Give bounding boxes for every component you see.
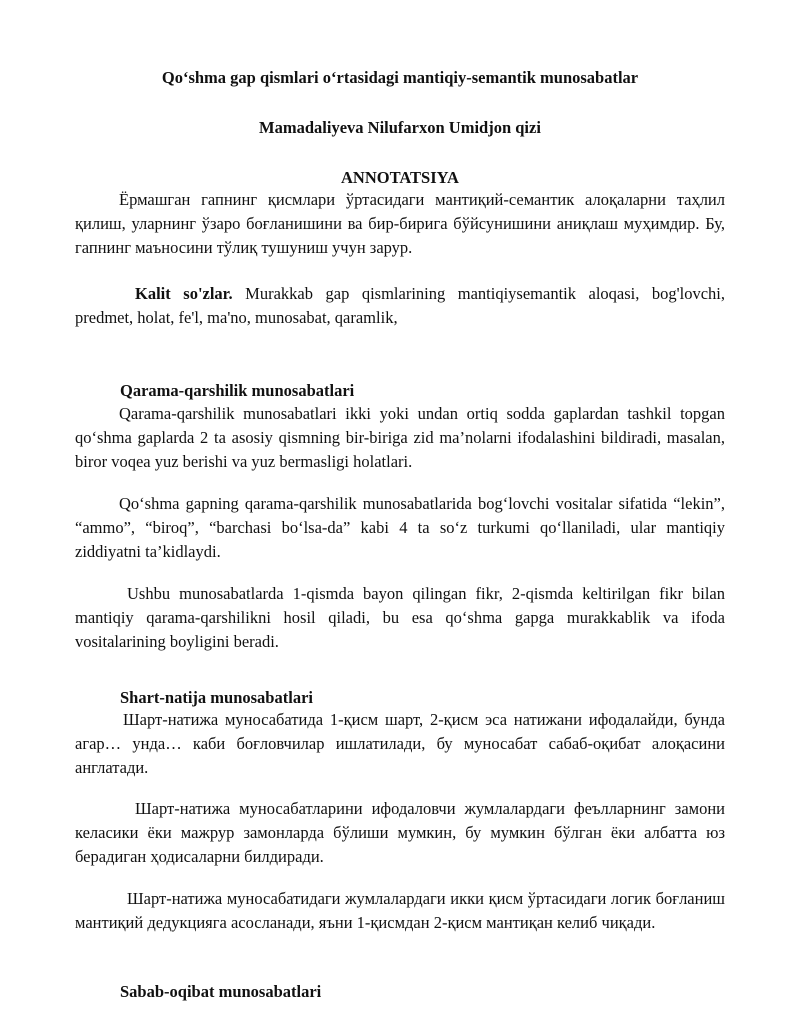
author-name: Mamadaliyeva Nilufarxon Umidjon qizi xyxy=(259,118,541,137)
keywords-paragraph xyxy=(75,282,725,330)
section2-paragraph-2: Шарт-натижа муносабатларини ифодаловчи жумлалардаги феълларнинг замони келасики ёки мажрур замонларда бўлиши мумкин, бу мумкин бўлган ёки албатта юз берадиган ҳодисаларни билдиради. xyxy=(75,799,725,866)
annotation-paragraph: Ёрмашган гапнинг қисмлари ўртасидаги мантиқий-семантик алоқаларни таҳлил қилиш, уларнинг ўзаро боғланишини ва бир-бирига бўйсунишини аниқлаш муҳимдир. Бу, гапнинг маъносини тўлиқ тушуниш учун зарур. xyxy=(75,190,725,257)
section2-paragraph-1: Шарт-натижа муносабатида 1-қисм шарт, 2-қисм эса натижани ифодалайди, бунда агар… унда… каби боғловчилар ишлатилади, бу муносабат сабаб-оқибат алоқасини англатади. xyxy=(75,710,725,777)
section2-paragraph-3: Шарт-натижа муносабатидаги жумлалардаги икки қисм ўртасидаги логик боғланиш мантиқий дедукцияга асосланади, яъни 1-қисмдан 2-қисм мантиқан келиб чиқади. xyxy=(75,889,725,932)
section1-paragraph-3: Ushbu munosabatlarda 1-qismda bayon qilingan fikr, 2-qismda keltirilgan fikr bilan mantiqiy qarama-qarshilikni hosil qiladi, bu esa qo‘shma gapga murakkablik va ifoda vositalarining boyligini beradi. xyxy=(75,584,725,651)
document-title: Qo‘shma gap qismlari o‘rtasidagi mantiqiy-semantik munosabatlar xyxy=(161,68,639,87)
section-heading-contrast: Qarama-qarshilik munosabatlari xyxy=(120,381,355,400)
section1-paragraph-2: Qo‘shma gapning qarama-qarshilik munosabatlarida bog‘lovchi vositalar sifatida “lekin”, “ammo”, “biroq”, “barchasi bo‘lsa-da” kabi 4 ta so‘z turkumi qo‘llaniladi, ular mantiqiy ziddiyatni ta’kidlaydi. xyxy=(75,494,725,561)
keywords-label: Kalit so'zlar. xyxy=(135,284,233,303)
section-heading-condition: Shart-natija munosabatlari xyxy=(120,688,313,707)
section1-paragraph-1: Qarama-qarshilik munosabatlari ikki yoki undan ortiq sodda gaplardan tashkil topgan qo‘shma gaplarda 2 ta asosiy qismning bir-biriga zid ma’nolarni ifodalashini bildiradi, masalan, biror voqea yuz berishi va yuz bermasligi holatlari. xyxy=(75,404,725,471)
annotation-heading: ANNOTATSIYA xyxy=(341,168,459,187)
keywords-text: Murakkab gap qismlarining mantiqiysemantik aloqasi, bog'lovchi, predmet, holat, fe'l, ma'no, munosabat, qaramlik, xyxy=(75,284,725,327)
section-heading-cause: Sabab-oqibat munosabatlari xyxy=(120,982,322,1001)
